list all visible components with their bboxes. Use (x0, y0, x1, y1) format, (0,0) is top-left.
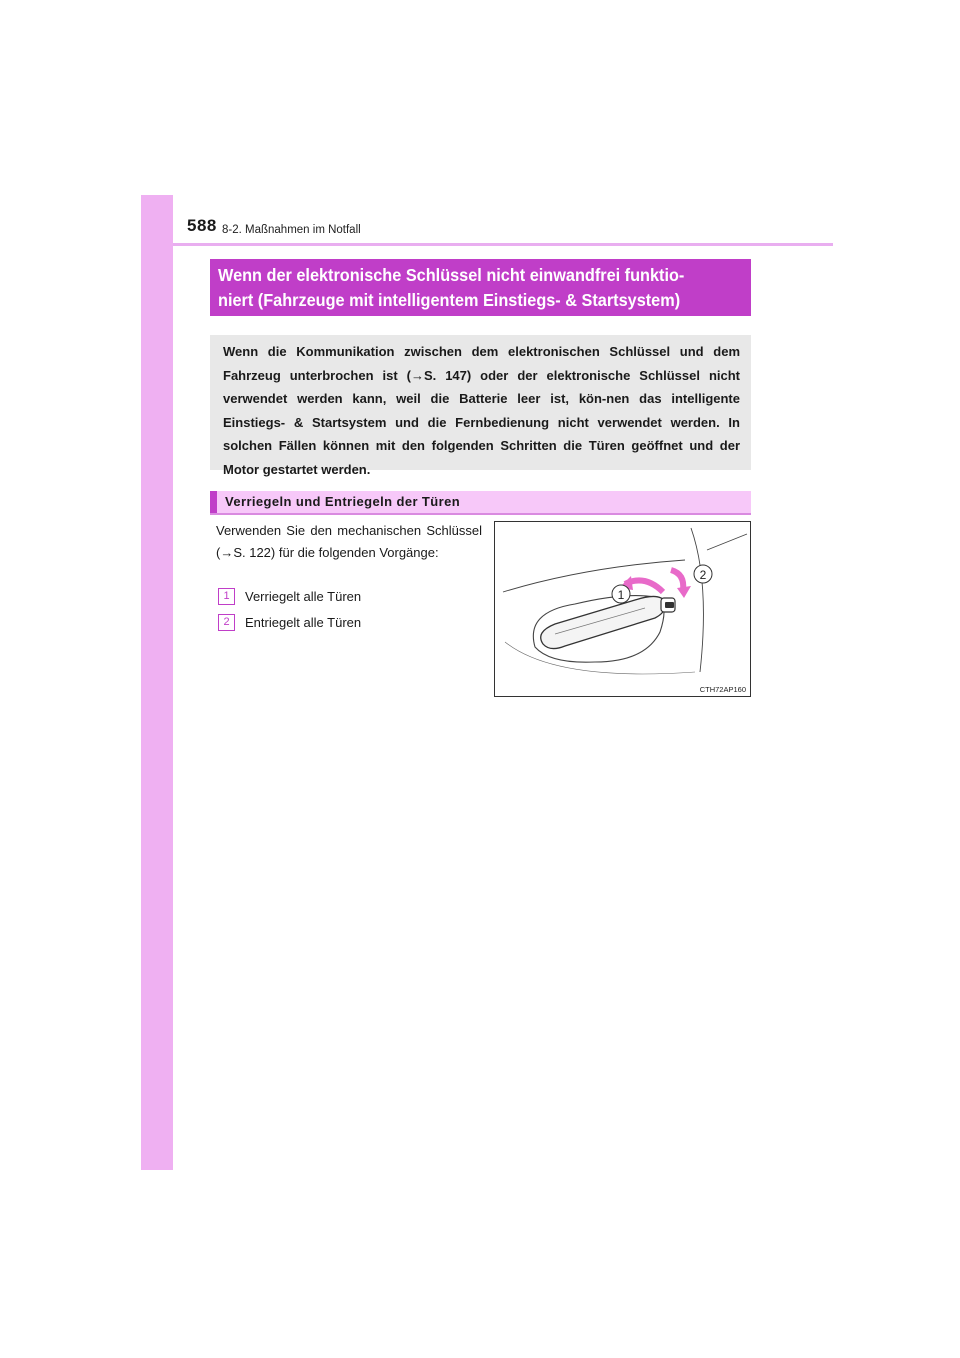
side-tab-bar (141, 195, 173, 1170)
figure-code: CTH72AP160 (699, 685, 746, 694)
intro-text: Wenn die Kommunikation zwischen dem elektronischen Schlüssel und dem Fahrzeug unterbrochen ist (→S. 147) oder der elektronische Schlüssel nicht verwendet werden kann, weil die Batterie leer ist, kön-nen das intelligente Einstiegs- & Startsystem und die Fernbedienung nicht verwendet werden. In solchen Fällen können mit den folgenden Schritten die Türen geöffnet und der Motor gestartet werden. (223, 344, 740, 477)
section-breadcrumb: 8-2. Maßnahmen im Notfall (222, 224, 361, 236)
step-number-2: 2 (218, 614, 235, 631)
step-number-1: 1 (218, 588, 235, 605)
title-line-1: Wenn der elektronische Schlüssel nicht einwandfrei funktio- (218, 265, 685, 285)
step-label-2: Entriegelt alle Türen (245, 615, 362, 631)
title-banner (210, 259, 751, 316)
subsection-heading-bar (210, 491, 751, 515)
header-divider (173, 243, 833, 246)
intro-box (210, 335, 751, 477)
callout-2: 2 (699, 568, 707, 582)
page-title (218, 263, 711, 313)
step-label-1: Verriegelt alle Türen (245, 589, 362, 605)
title-line-2: niert (Fahrzeuge mit intelligentem Einstiegs- & Startsystem) (218, 290, 681, 310)
subsection-heading: Verriegeln und Entriegeln der Türen (225, 494, 461, 509)
callout-1: 1 (617, 588, 625, 602)
body-paragraph: Verwenden Sie den mechanischen Schlüssel (→S. 122) für die folgenden Vorgänge: (216, 523, 482, 560)
subsection-accent-bar (210, 491, 217, 513)
page-number: 588 (187, 216, 217, 235)
step-1 (218, 588, 361, 605)
step-2 (218, 614, 361, 631)
door-handle-figure (494, 521, 751, 697)
door-handle-illustration (495, 522, 750, 696)
